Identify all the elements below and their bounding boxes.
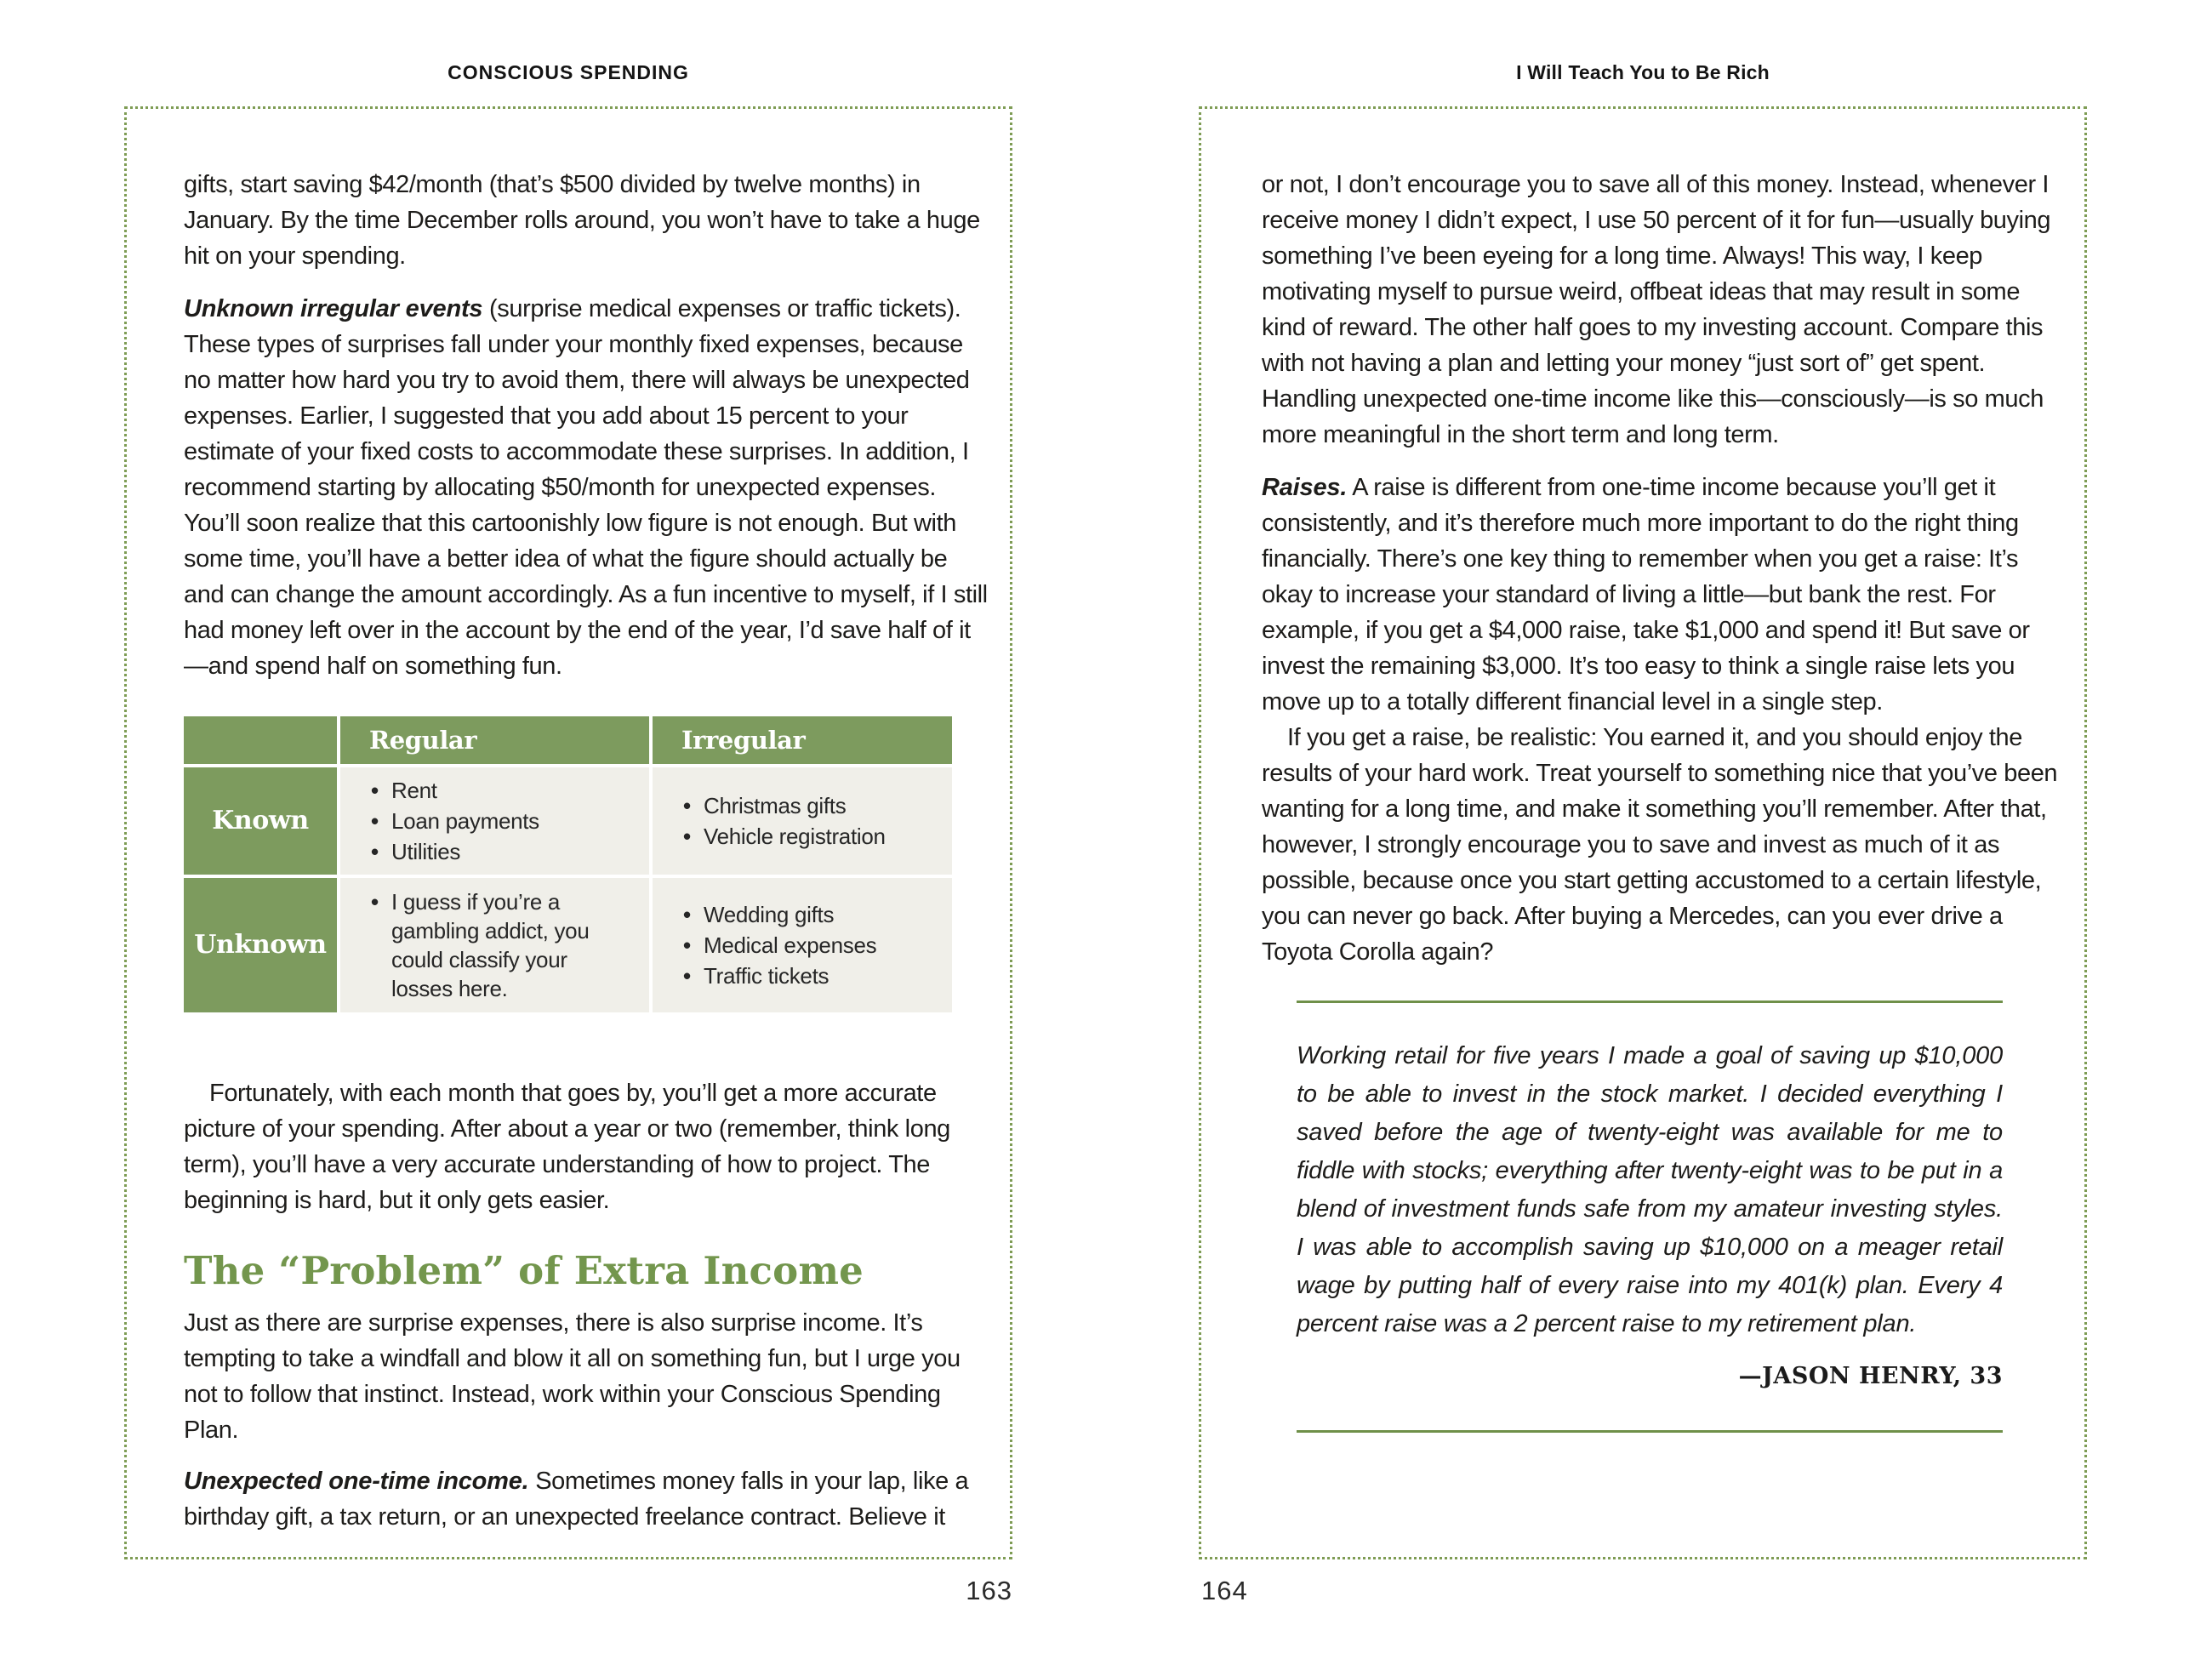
bullet-list	[683, 790, 937, 852]
paragraph-text: Sometimes money falls in your lap, like a birthday gift, a tax return, or an unexpected freelance contract. Believe it	[184, 1468, 969, 1531]
bullet-list	[371, 886, 634, 1005]
bullet-list	[371, 774, 634, 868]
paragraph-surprise-income: Just as there are surprise expenses, there is also surprise income. It’s tempting to take a windfall and blow it all on something fun, but I urge you not to follow that instinct. Instead, work within your Conscious Spending Plan.	[184, 1309, 961, 1444]
paragraph-continuation: or not, I don’t encourage you to save all of this money. Instead, whenever I receive money I didn’t expect, I use 50 percent of it for fun—usually buying something I’ve been eyeing for a long time. Always! This way, I keep motivating myself to pursue weird, offbeat ideas that may result in some kind of reward. The other half goes to my investing account. Compare this with not having a plan and letting your money “just sort of” get spent. Handling unexpected one-time income like this—consciously—is so much more meaningful in the short term and long term.	[1262, 171, 2051, 448]
right-page-body	[1262, 167, 2069, 1433]
list-item: • Rent	[371, 776, 634, 805]
paragraph-lead-in: Unknown irregular events	[184, 295, 483, 322]
table-cell-unknown-regular	[340, 878, 649, 1012]
table-cell-known-regular	[340, 767, 649, 875]
paragraph-be-realistic: If you get a raise, be realistic: You earned it, and you should enjoy the results of your hard work. Treat yourself to something nice that you’ve been wanting for a long time, and make it something you’ll remember. After that, however, I strongly encourage you to save and invest as much of it as possible, because once you start getting accustomed to a certain lifestyle, you can never go back. After buying a Mercedes, can you ever drive a Toyota Corolla again?	[1262, 724, 2058, 966]
paragraph-lead-in: Unexpected one-time income.	[184, 1468, 529, 1495]
section-heading-extra-income: The “Problem” of Extra Income	[184, 1248, 864, 1293]
expense-table	[184, 716, 952, 1012]
table-cell-known-irregular	[653, 767, 952, 875]
list-item: • Wedding gifts	[683, 900, 937, 929]
table-header-regular: Regular	[340, 716, 649, 764]
list-item: • Loan payments	[371, 807, 634, 835]
page-number-left: 163	[966, 1576, 1012, 1605]
left-page-body	[184, 167, 989, 1535]
running-head-left: CONSCIOUS SPENDING	[448, 61, 689, 83]
running-head-right: I Will Teach You to Be Rich	[1516, 61, 1770, 83]
table-rowlabel-known: Known	[184, 767, 337, 875]
page-number-right: 164	[1201, 1576, 1248, 1605]
list-item: • Traffic tickets	[683, 961, 937, 990]
reader-testimonial	[1297, 1001, 2003, 1433]
paragraph-text: (surprise medical expenses or traffic tickets). These types of surprises fall under your monthly fixed expenses, because no matter how hard you try to avoid them, there will always be unexpected expenses. Earlier, I suggested that you add about 15 percent to your estimate of your fixed costs to accommodate these surprises. In addition, I recommend starting by allocating $50/month for unexpected expenses. You’ll soon realize that this cartoonishly low figure is not enough. But with some time, you’ll have a better idea of what the figure should actually be and can change the amount accordingly. As a fun incentive to myself, if I still had money left over in the account by the end of the year, I’d save half of it—and spend half on something fun.	[184, 295, 988, 680]
table-corner-cell	[184, 716, 337, 764]
right-page-frame	[1199, 106, 2087, 1559]
paragraph-text: A raise is different from one-time income because you’ll get it consistently, and it’s therefore much more important to do the right thing financially. There’s one key thing to remember when you get a raise: It’s okay to increase your standard of living a little—but bank the rest. For example, if you get a $4,000 raise, take $1,000 and spend it! But save or invest the remaining $3,000. It’s too easy to think a single raise lets you move up to a totally different financial level in a single step.	[1262, 474, 2030, 715]
bullet-list	[683, 898, 937, 992]
testimonial-text: Working retail for five years I made a goal of saving up $10,000 to be able to invest in the stock market. I decided everything I saved before the age of twenty-eight was available for me to fiddle with stocks; everything after twenty-eight was to be put in a blend of investment funds safe from my amateur investing styles. I was able to accomplish saving up $10,000 on a meager retail wage by putting half of every raise into my 401(k) plan. Every 4 percent raise was a 2 percent raise to my retirement plan.	[1297, 1042, 2003, 1337]
table-rowlabel-unknown: Unknown	[184, 878, 337, 1012]
paragraph-fortunately: Fortunately, with each month that goes by, you’ll get a more accurate picture of your spending. After about a year or two (remember, think long term), you’ll have a very accurate understanding of how to project. The beginning is hard, but it only gets easier.	[184, 1080, 950, 1214]
paragraph-unknown-irregular-events	[184, 291, 989, 684]
list-item: • Utilities	[371, 837, 634, 866]
paragraph-continuation: gifts, start saving $42/month (that’s $500 divided by twelve months) in January. By the time December rolls around, you won’t have to take a huge hit on your spending.	[184, 171, 980, 270]
list-item: • Vehicle registration	[683, 822, 937, 851]
paragraph-unexpected-income	[184, 1463, 989, 1535]
testimonial-attribution: —JASON HENRY, 33	[1738, 1363, 2003, 1389]
table-cell-unknown-irregular	[653, 878, 952, 1012]
table-header-irregular: Irregular	[653, 716, 952, 764]
left-page-frame	[124, 106, 1012, 1559]
list-item: • I guess if you’re a gambling addict, you could classify your losses here.	[371, 887, 634, 1003]
list-item: • Medical expenses	[683, 931, 937, 960]
paragraph-lead-in: Raises.	[1262, 474, 1348, 501]
paragraph-raises	[1262, 470, 2069, 720]
list-item: • Christmas gifts	[683, 791, 937, 820]
